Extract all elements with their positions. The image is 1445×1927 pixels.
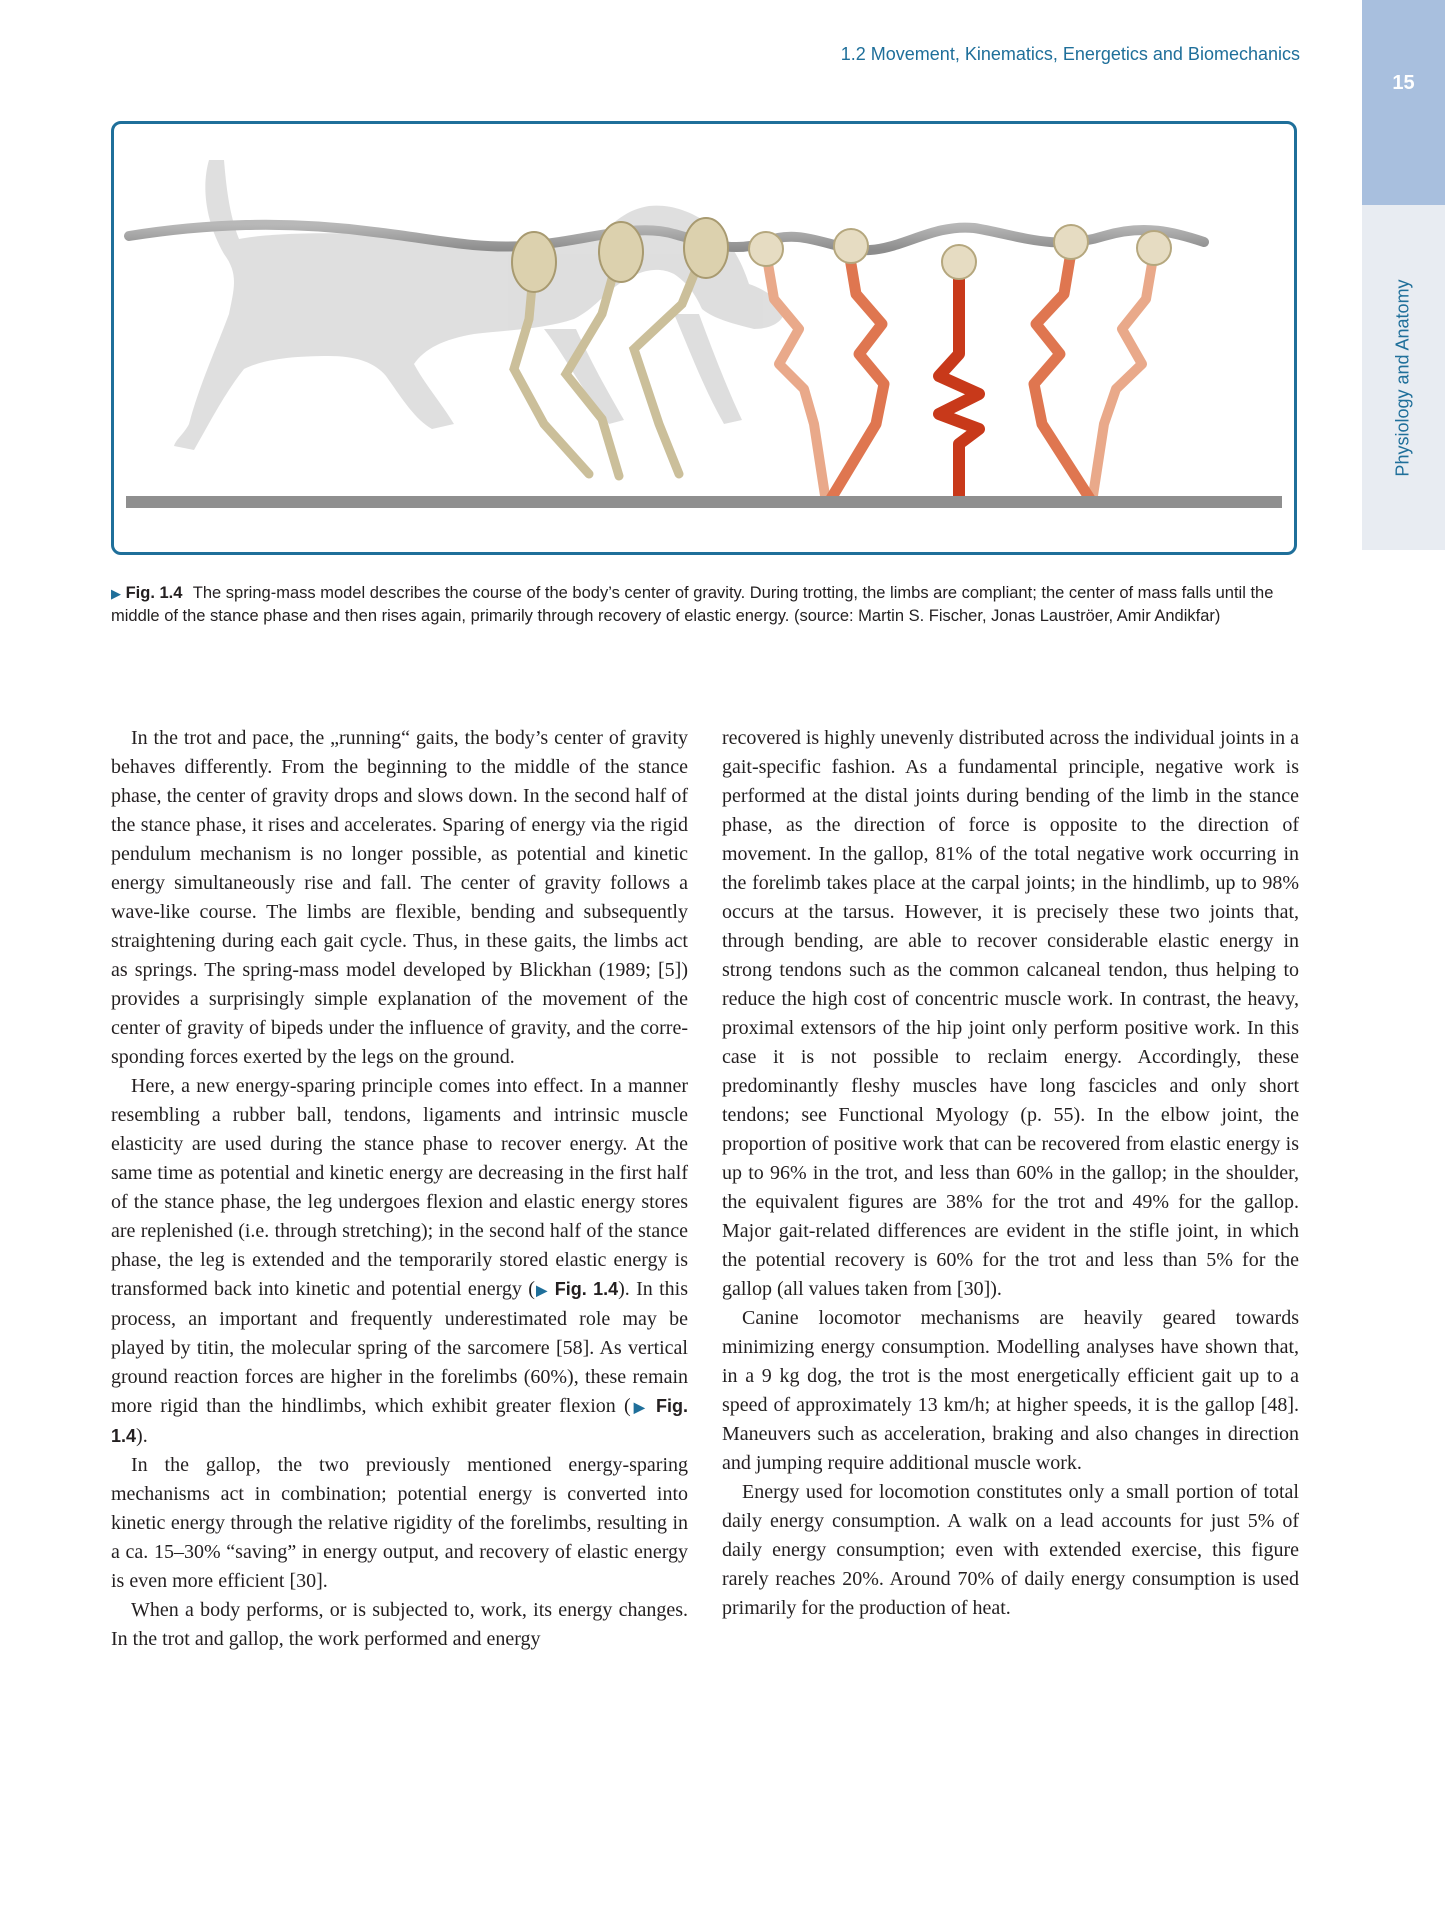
spring-legs — [766, 246, 1154, 502]
section-tab-label: Physiology and Anatomy — [1392, 279, 1413, 477]
ground-line — [126, 496, 1282, 508]
paragraph: recovered is highly unevenly distributed across the individual joints in a gait-specific fashion. As a fundamental principle, negative work is performed at the distal joints during bending of the limb in the stance phase, as the direction of force is opposite to the direction of movement. In the gallop, 81% of the total negative work occurring in the forelimb takes place at the carpal joints; in the hindlimb, up to 98% occurs at the tarsus. However, it is precisely these two joints that, through bending, are able to recover considerable elastic energy in strong tendons such as the common calcaneal tendon, thus helping to reduce the high cost of concentric muscle work. In contrast, the heavy, proximal extensors of the hip joint only perform positive work. In this case it is not possible to reclaim energy. Accordingly, these predominantly fleshy muscles have long fascicles and only short tendons; see Functional Myology (p. 55). In the elbow joint, the proportion of positive work that can be recovered from elastic energy is up to 96% in the trot, and less than 60% in the gallop; in the shoulder, the equivalent figures are 38% for the trot and 49% for the gallop. Major gait-related differences are evident in the stifle joint, in which the potential recovery is 60% for the trot and less than 5% for the gallop (all values taken from [30]). — [722, 727, 1299, 1300]
paragraph: When a body performs, or is subjected to, work, its energy changes. In the trot and gallop, the work performed and energy — [111, 1599, 688, 1650]
paragraph: Canine locomotor mechanisms are heavily geared towards minimizing energy consumption. Modelling analyses have shown that, in a 9 kg dog, the trot is the most energetically efficient gait up to a speed of approximately 13 km/h; at higher speeds, it is the gallop [48]. Maneuvers such as acceleration, braking and also changes in direction and jumping require additional muscle work. — [722, 1307, 1299, 1474]
figure-caption — [111, 582, 1297, 628]
paragraph: In the trot and pace, the „running“ gaits, the body’s center of gravity behaves differently. From the beginning to the middle of the stance phase, the center of gravity drops and slows down. In the second half of the stance phase, it rises and accelerates. Sparing of energy via the rigid pendulum mechanism is no longer possible, as potential and kinetic energy simultaneously rise and fall. The center of gravity follows a wave-like course. The limbs are flexible, bending and subsequently straightening during each gait cycle. Thus, in these gaits, the limbs act as springs. The spring-mass model developed by Blickhan (1989; [5]) provides a surprisingly simple explanation of the movement of the center of gravity of bipeds under the influence of gravity, and the corresponding forces exerted by the legs on the ground. — [111, 727, 688, 1068]
figure-1-4 — [111, 121, 1297, 555]
caption-arrow-icon: ▶ — [111, 586, 121, 601]
paragraph: Energy used for locomotion constitutes only a small portion of total daily energy consumption. A walk on a lead accounts for just 5% of daily energy consumption; even with extended exercise, this figure rarely reaches 20%. Around 70% of daily energy consumption is used primarily for the production of heat. — [722, 1481, 1299, 1619]
spring-mass-illustration — [114, 124, 1294, 552]
right-column — [722, 724, 1299, 1623]
caption-text: The spring-mass model describes the course of the body’s center of gravity. During trotting, the limbs are compliant; the center of mass falls until the middle of the stance phase and then rises again, primarily through recovery of elastic energy. (source: Martin S. Fischer, Jonas Lauströer, Amir Andikfar) — [111, 584, 1274, 625]
chapter-tab — [1362, 0, 1445, 205]
left-column — [111, 724, 688, 1654]
figure-reference-link[interactable]: ▶ Fig. 1.4 — [534, 1279, 619, 1299]
link-arrow-icon: ▶ — [534, 1282, 549, 1298]
paragraph: Here, a new energy-sparing principle comes into effect. In a manner resembling a rubber ball, tendons, ligaments and intrinsic muscle elasticity are used during the stance phase to recover energy. At the same time as potential and kinetic energy are decreasing in the first half of the stance phase, the leg undergoes flexion and elastic energy stores are replenished (i.e. through stretching); in the second half of the stance phase, the leg is extended and the temporarily stored elastic energy is transformed back into kinetic and potential energy (▶ Fig. 1.4). In this process, an important and frequently underestimated role may be played by titin, the molecular spring of the sarcomere [58]. As vertical ground reaction forces are higher in the forelimbs (60%), these remain more rigid than the hindlimbs, which exhibit greater flexion (▶ Fig. 1.4). — [111, 1075, 688, 1447]
caption-figure-label: Fig. 1.4 — [125, 584, 183, 602]
dog-silhouette — [174, 160, 784, 450]
page-number: 15 — [1392, 72, 1415, 94]
running-head: 1.2 Movement, Kinematics, Energetics and Biomechanics — [840, 44, 1300, 64]
paragraph: In the gallop, the two previously mentioned energy-sparing mechanisms act in combination; potential energy is converted into kinetic energy through the relative rigidity of the forelimbs, resulting in a ca. 15–30% “saving” in energy output, and recovery of elastic energy is even more efficient [30]. — [111, 1454, 688, 1592]
link-arrow-icon: ▶ — [630, 1399, 648, 1415]
figure-reference-link[interactable]: ▶ Fig. 1.4 — [111, 1396, 688, 1446]
